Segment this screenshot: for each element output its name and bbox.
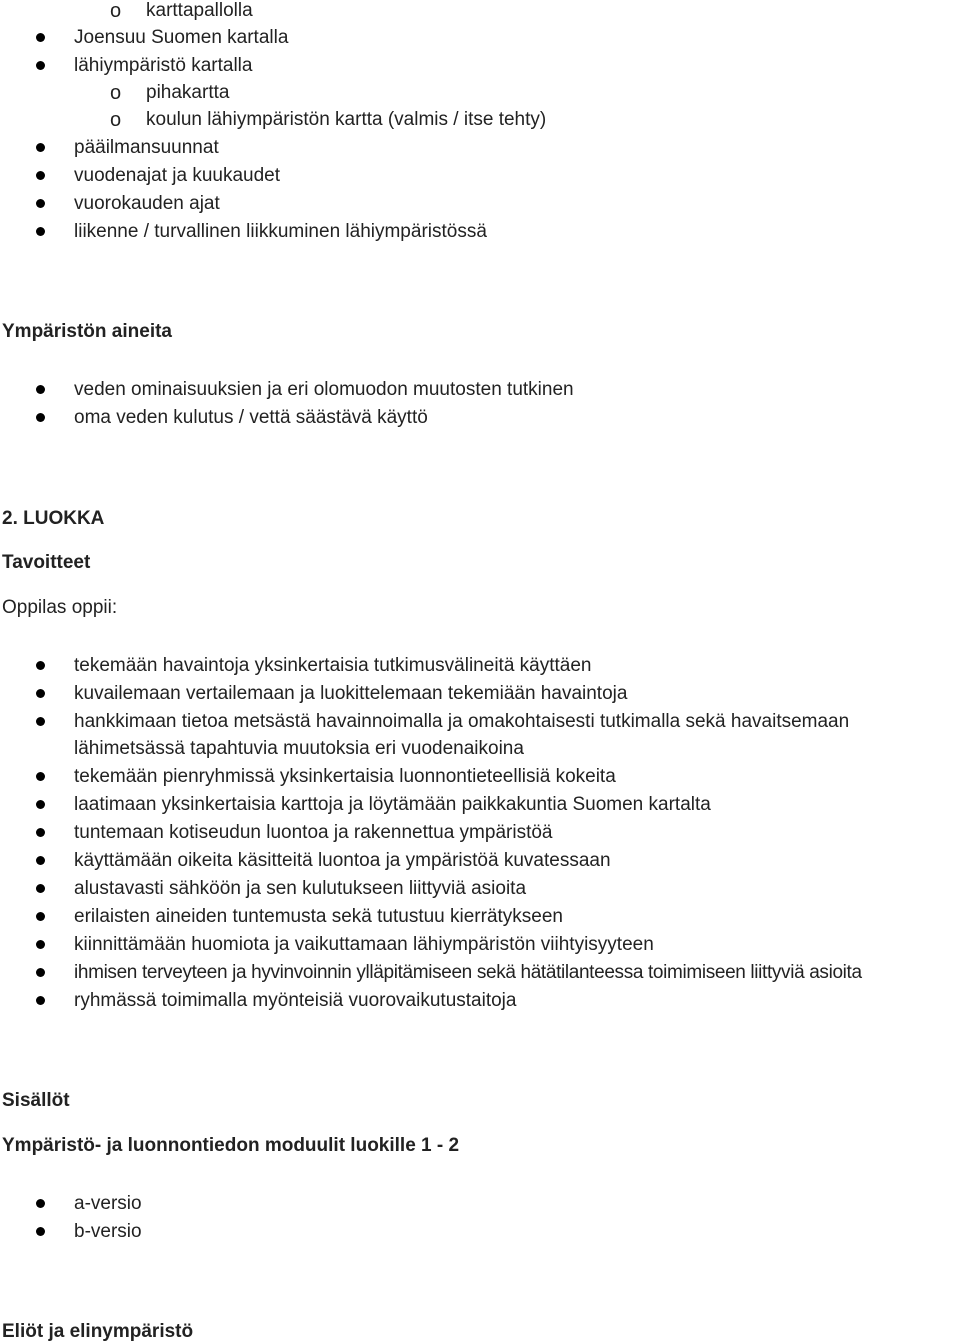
bullet-dot-icon	[36, 199, 45, 208]
list-item-text: erilaisten aineiden tuntemusta sekä tutustuu kierrätykseen	[74, 906, 563, 927]
list-item-text: liikenne / turvallinen liikkuminen lähiympäristössä	[74, 221, 487, 242]
bullet-dot-icon	[36, 940, 45, 949]
list-item-text: hankkimaan tietoa metsästä havainnoimalla ja omakohtaisesti tutkimalla sekä havaitsemaan	[74, 711, 850, 732]
list-item-text: oma veden kulutus / vettä säästävä käyttö	[74, 407, 428, 428]
bullet-dot-icon	[36, 413, 45, 422]
bullet-dot-icon	[36, 227, 45, 236]
list-item-text: veden ominaisuuksien ja eri olomuodon muutosten tutkinen	[74, 379, 574, 400]
list-item-text: pääilmansuunnat	[74, 137, 219, 158]
bullet-dot-icon	[36, 912, 45, 921]
grade-heading: 2. LUOKKA	[2, 508, 105, 529]
bullet-dot-icon	[36, 717, 45, 726]
module-heading: Ympäristö- ja luonnontiedon moduulit luokille 1 - 2	[2, 1135, 460, 1156]
list-item-text: ryhmässä toimimalla myönteisiä vuorovaikutustaitoja	[74, 990, 517, 1011]
list-item-text: laatimaan yksinkertaisia karttoja ja löytämään paikkakuntia Suomen kartalta	[74, 794, 711, 815]
list-item-text: vuodenajat ja kuukaudet	[74, 165, 280, 186]
circle-bullet: o	[110, 109, 122, 131]
bullet-dot-icon	[36, 1227, 45, 1236]
list-item-text: alustavasti sähköön ja sen kulutukseen liittyviä asioita	[74, 878, 527, 899]
list-item-text: karttapallolla	[146, 0, 253, 21]
list-item-text: vuorokauden ajat	[74, 193, 220, 214]
goals-heading: Tavoitteet	[2, 552, 91, 573]
list-item-text: käyttämään oikeita käsitteitä luontoa ja ympäristöä kuvatessaan	[74, 850, 611, 871]
goals-intro: Oppilas oppii:	[2, 597, 118, 618]
list-item-text: Joensuu Suomen kartalla	[74, 27, 289, 48]
bullet-dot-icon	[36, 800, 45, 809]
bullet-dot-icon	[36, 884, 45, 893]
section-heading: Ympäristön aineita	[2, 321, 172, 342]
list-item-text: kiinnittämään huomiota ja vaikuttamaan lähiympäristön viihtyisyyteen	[74, 934, 654, 955]
bullet-dot-icon	[36, 33, 45, 42]
list-item-text: tekemään pienryhmissä yksinkertaisia luonnontieteellisiä kokeita	[74, 766, 616, 787]
list-item-text: lähiympäristö kartalla	[74, 55, 253, 76]
contents-heading: Sisällöt	[2, 1090, 70, 1111]
list-item-text: tuntemaan kotiseudun luontoa ja rakennettua ympäristöä	[74, 822, 553, 843]
list-item-text: b-versio	[74, 1221, 142, 1242]
list-item-text: tekemään havaintoja yksinkertaisia tutkimusvälineitä käyttäen	[74, 655, 592, 676]
bullet-dot-icon	[36, 828, 45, 837]
bullet-dot-icon	[36, 772, 45, 781]
circle-bullet: o	[110, 82, 122, 104]
circle-bullet: o	[110, 0, 122, 22]
bullet-dot-icon	[36, 996, 45, 1005]
bullet-dot-icon	[36, 968, 45, 977]
list-item-text: lähimetsässä tapahtuvia muutoksia eri vuodenaikoina	[74, 738, 524, 759]
bullet-dot-icon	[36, 143, 45, 152]
bullet-dot-icon	[36, 171, 45, 180]
list-item-text: kuvailemaan vertailemaan ja luokittelemaan tekemiään havaintoja	[74, 683, 628, 704]
section-heading: Eliöt ja elinympäristö	[2, 1321, 194, 1342]
bullet-dot-icon	[36, 385, 45, 394]
bullet-dot-icon	[36, 689, 45, 698]
bullet-dot-icon	[36, 61, 45, 70]
bullet-dot-icon	[36, 661, 45, 670]
list-item-text: koulun lähiympäristön kartta (valmis / itse tehty)	[146, 109, 547, 130]
list-item-text: ihmisen terveyteen ja hyvinvoinnin ylläpitämiseen sekä hätätilanteessa toimimiseen liittyviä asioita	[74, 962, 862, 983]
list-item-text: pihakartta	[146, 82, 230, 103]
bullet-dot-icon	[36, 1199, 45, 1208]
bullet-dot-icon	[36, 856, 45, 865]
list-item-text: a-versio	[74, 1193, 142, 1214]
